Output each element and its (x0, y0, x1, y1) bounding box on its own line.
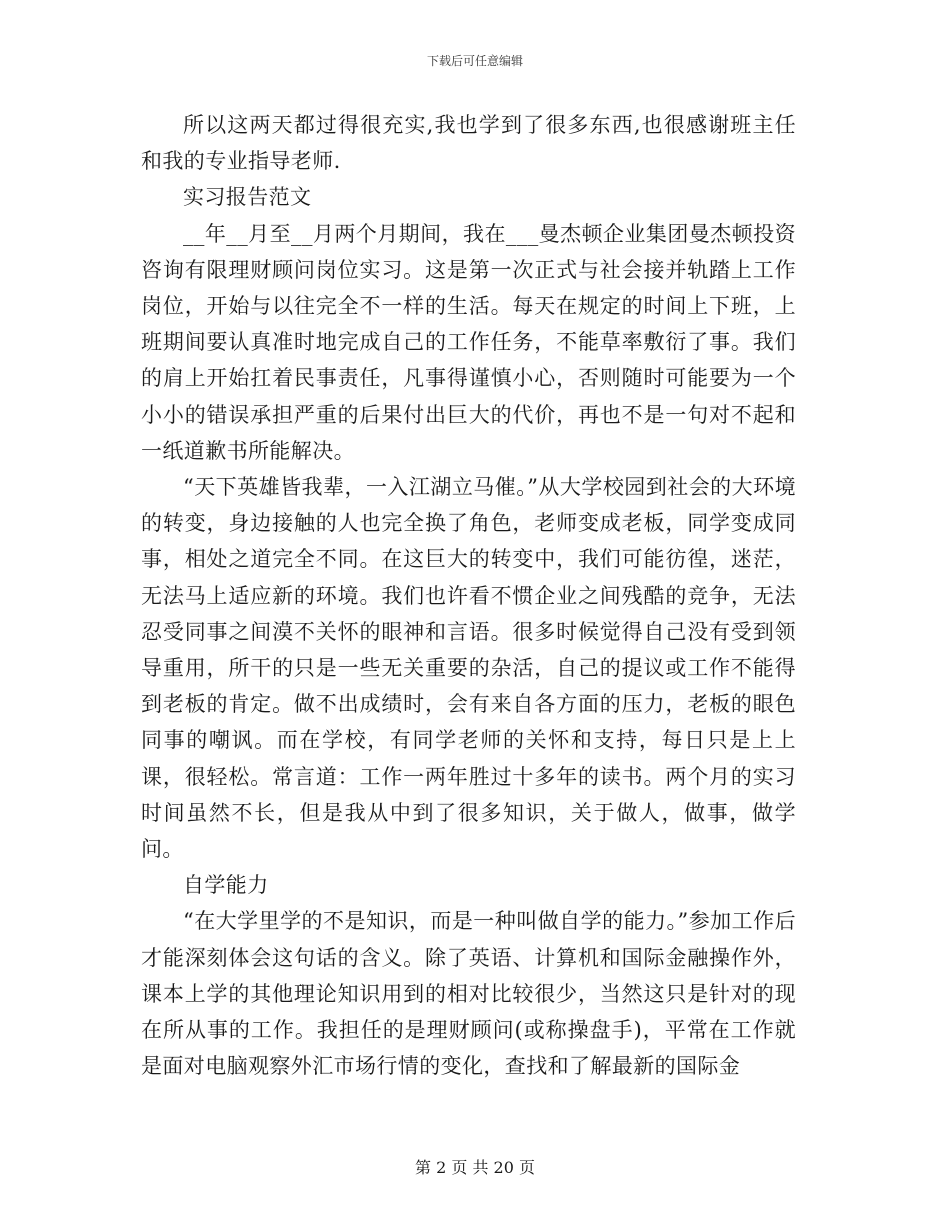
section-heading: 自学能力 (183, 873, 269, 898)
paragraph: 所以这两天都过得很充实,我也学到了很多东西,也很感谢班主任和我的专业指导老师. (141, 113, 796, 174)
section-heading: 实习报告范文 (183, 185, 312, 210)
paragraph: “天下英雄皆我辈，一入江湖立马催。”从大学校园到社会的大环境的转变，身边接触的人也完全换了角色，老师变成老板，同学变成同事，相处之道完全不同。在这巨大的转变中，我们可能彷徨，迷茫，无法马上适应新的环境。我们也许看不惯企业之间残酷的竞争，无法忍受同事之间漠不关怀的眼神和言语。很多时候觉得自己没有受到领导重用，所干的只是一些无关重要的杂活，自己的提议或工作不能得到老板的肯定。做不出成绩时，会有来自各方面的压力，老板的眼色同事的嘲讽。而在学校，有同学老师的关怀和支持，每日只是上上课，很轻松。常言道：工作一两年胜过十多年的读书。两个月的实习时间虽然不长，但是我从中到了很多知识，关于做人，做事，做学问。 (141, 475, 796, 862)
paragraph: __年__月至__月两个月期间，我在___曼杰顿企业集团曼杰顿投资咨询有限理财顾问岗位实习。这是第一次正式与社会接并轨踏上工作岗位，开始与以往完全不一样的生活。每天在规定的时间上下班，上班期间要认真准时地完成自己的工作任务，不能草率敷衍了事。我们的肩上开始扛着民事责任，凡事得谨慎小心，否则随时可能要为一个小小的错误承担严重的后果付出巨大的代价，再也不是一句对不起和一纸道歉书所能解决。 (141, 221, 796, 463)
document-body (141, 107, 796, 1084)
page-number: 第 2 页 共 20 页 (415, 1158, 535, 1177)
paragraph: “在大学里学的不是知识，而是一种叫做自学的能力。”参加工作后才能深刻体会这句话的含义。除了英语、计算机和国际金融操作外，课本上学的其他理论知识用到的相对比较很少，当然这只是针对的现在所从事的工作。我担任的是理财顾问(或称操盘手)，平常在工作就是面对电脑观察外汇市场行情的变化，查找和了解最新的国际金 (141, 909, 796, 1079)
page-header-note: 下载后可任意编辑 (426, 54, 523, 68)
